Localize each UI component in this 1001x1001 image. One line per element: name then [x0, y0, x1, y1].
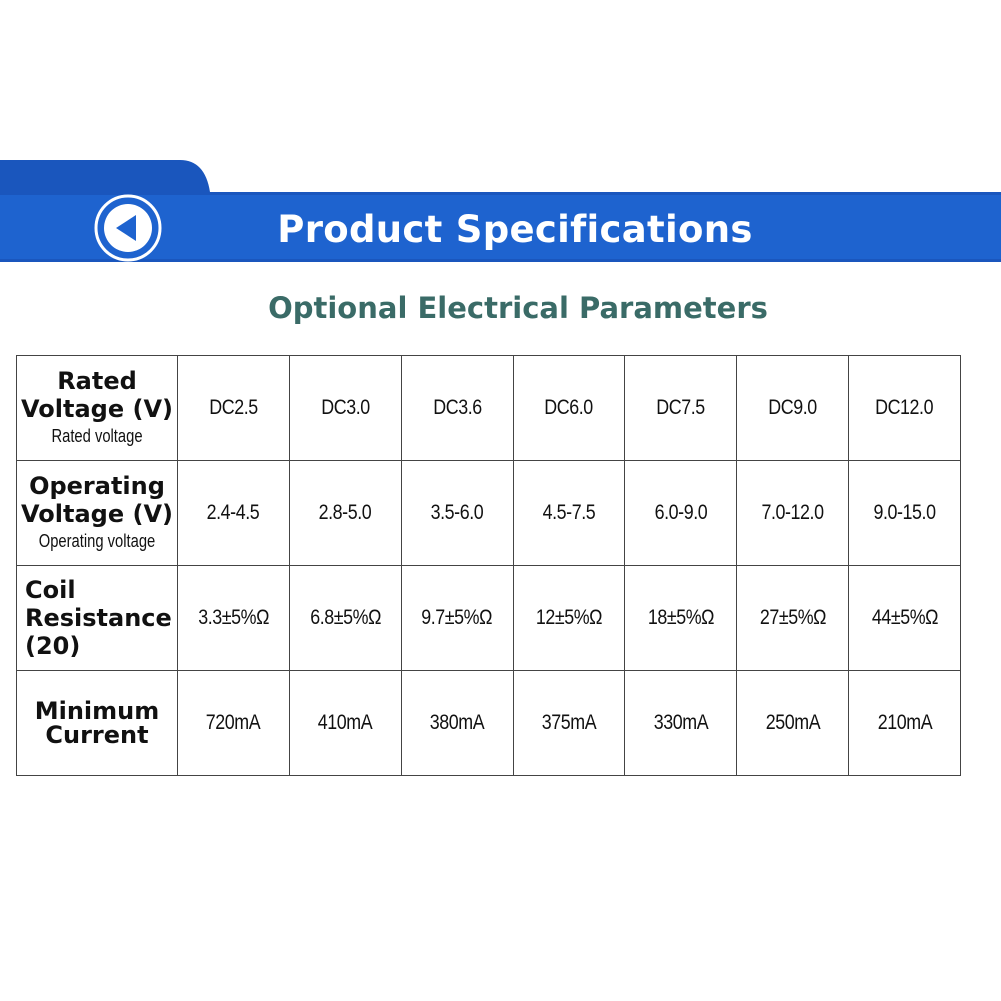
- table-cell: [513, 356, 625, 461]
- cell-value: 3.5-6.0: [430, 501, 484, 524]
- cell-value: 18±5%Ω: [647, 606, 714, 629]
- cell-value: 210mA: [877, 711, 932, 734]
- table-cell: [289, 566, 401, 671]
- table-cell: [401, 566, 513, 671]
- cell-value: DC2.5: [209, 396, 258, 419]
- table-cell: [737, 566, 849, 671]
- cell-value: 330mA: [653, 711, 709, 734]
- table-cell: [401, 461, 513, 566]
- cell-value: 6.8±5%Ω: [309, 606, 381, 629]
- cell-value: 380mA: [429, 711, 485, 734]
- row-header-line: Operating: [29, 472, 165, 500]
- table-cell: [401, 356, 513, 461]
- table-cell: [849, 671, 961, 776]
- cell-value: 250mA: [765, 711, 820, 734]
- row-header: [17, 566, 178, 671]
- table-row-operating-voltage: [17, 461, 961, 566]
- cell-value: 720mA: [206, 711, 261, 734]
- table-cell: [289, 461, 401, 566]
- row-header-sublabel: Rated voltage: [51, 426, 143, 446]
- table-cell: [401, 671, 513, 776]
- table-row-rated-voltage: [17, 356, 961, 461]
- table-cell: [289, 671, 401, 776]
- cell-value: 2.4-4.5: [207, 501, 260, 524]
- spec-table: [16, 355, 961, 776]
- cell-value: 44±5%Ω: [871, 606, 938, 629]
- table-row-coil-resistance: [17, 566, 961, 671]
- row-header-line: Coil: [25, 576, 76, 604]
- row-header: [17, 461, 178, 566]
- cell-value: 2.8-5.0: [318, 501, 372, 524]
- cell-value: 4.5-7.5: [542, 501, 596, 524]
- cell-value: 410mA: [318, 711, 373, 734]
- table-cell: [513, 566, 625, 671]
- cell-value: 9.7±5%Ω: [421, 606, 493, 629]
- table-cell: [513, 671, 625, 776]
- table-cell: [625, 356, 737, 461]
- header-banner: [0, 0, 1001, 300]
- table-cell: [625, 566, 737, 671]
- row-header: [17, 356, 178, 461]
- cell-value: DC6.0: [544, 396, 594, 419]
- table-cell: [625, 461, 737, 566]
- table-row-minimum-current: [17, 671, 961, 776]
- cell-value: DC12.0: [875, 396, 934, 419]
- row-header-sublabel: Operating voltage: [38, 531, 156, 551]
- cell-value: DC3.6: [432, 396, 482, 419]
- cell-value: DC3.0: [321, 396, 370, 419]
- row-header-line: Voltage (V): [21, 500, 173, 528]
- row-header-line: Voltage (V): [21, 395, 173, 423]
- table-cell: [625, 671, 737, 776]
- table-cell: [178, 356, 290, 461]
- row-header-line: Resistance: [25, 604, 172, 632]
- table-cell: [737, 671, 849, 776]
- table-cell: [737, 356, 849, 461]
- row-header-line: Current: [45, 721, 149, 749]
- cell-value: 6.0-9.0: [654, 501, 708, 524]
- cell-value: 3.3±5%Ω: [198, 606, 269, 629]
- row-header: [17, 671, 178, 776]
- row-header-line: (20): [25, 632, 81, 660]
- table-cell: [849, 566, 961, 671]
- cell-value: 7.0-12.0: [761, 501, 824, 524]
- cell-value: 27±5%Ω: [759, 606, 826, 629]
- cell-value: 375mA: [541, 711, 597, 734]
- table-cell: [289, 356, 401, 461]
- table-cell: [178, 671, 290, 776]
- table-cell: [737, 461, 849, 566]
- table-cell: [178, 566, 290, 671]
- section-subtitle: Optional Electrical Parameters: [268, 291, 768, 325]
- table-cell: [178, 461, 290, 566]
- row-header-line: Rated: [57, 367, 137, 395]
- page-title: Product Specifications: [277, 207, 753, 251]
- table-cell: [849, 356, 961, 461]
- table-cell: [513, 461, 625, 566]
- cell-value: DC7.5: [656, 396, 706, 419]
- back-arrow-icon[interactable]: [96, 196, 160, 260]
- row-header-line: Minimum: [34, 697, 160, 725]
- cell-value: 12±5%Ω: [535, 606, 603, 629]
- cell-value: 9.0-15.0: [873, 501, 936, 524]
- cell-value: DC9.0: [768, 396, 817, 419]
- table-cell: [849, 461, 961, 566]
